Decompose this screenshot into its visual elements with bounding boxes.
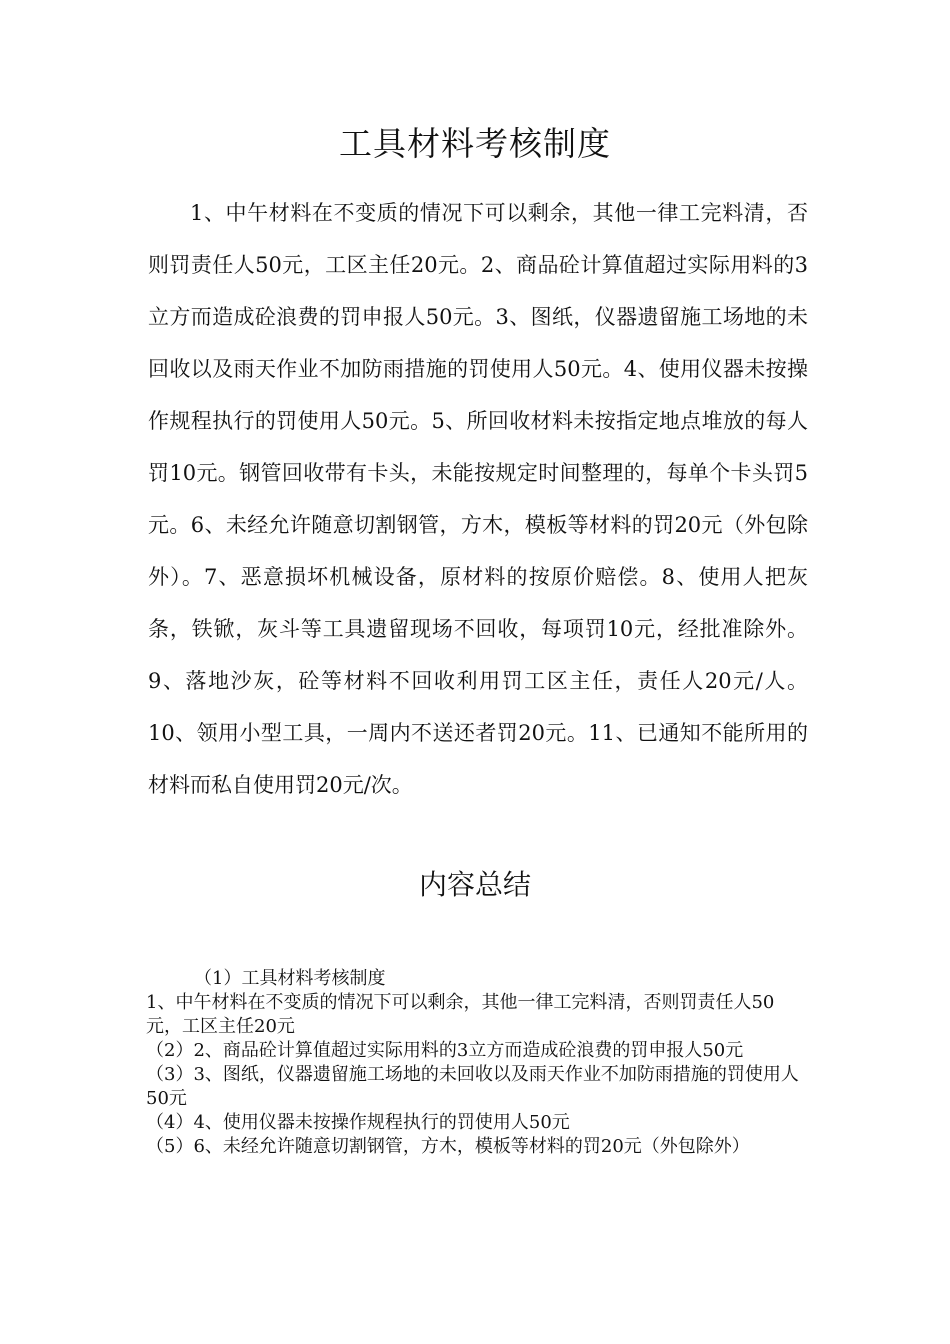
summary-line: （1）工具材料考核制度: [194, 968, 386, 989]
summary-title: 内容总结: [418, 868, 531, 901]
summary-line: （5）6、未经允许随意切割钢管，方木，模板等材料的罚20元（外包除外）: [146, 1136, 750, 1157]
summary-list: [146, 967, 808, 1159]
summary-line: （4）4、使用仪器未按操作规程执行的罚使用人50元: [146, 1112, 570, 1133]
summary-line: （2）2、商品砼计算值超过实际用料的3立方而造成砼浪费的罚申报人50元: [146, 1040, 744, 1061]
summary-line: （3）3、图纸，仪器遗留施工场地的未回收以及雨天作业不加防雨措施的罚使用人50元: [146, 1064, 799, 1109]
document-title: 工具材料考核制度: [339, 124, 611, 163]
summary-line: 1、中午材料在不变质的情况下可以剩余，其他一律工完料清，否则罚责任人50元，工区主任20元: [146, 992, 775, 1037]
document-body-paragraph: 1、中午材料在不变质的情况下可以剩余，其他一律工完料清，否则罚责任人50元，工区主任20元。2、商品砼计算值超过实际用料的3立方而造成砼浪费的罚申报人50元。3、图纸，仪器遗留施工场地的未回收以及雨天作业不加防雨措施的罚使用人50元。4、使用仪器未按操作规程执行的罚使用人50元。5、所回收材料未按指定地点堆放的每人罚10元。钢管回收带有卡头，未能按规定时间整理的，每单个卡头罚5元。6、未经允许随意切割钢管，方木，模板等材料的罚20元（外包除外）。7、恶意损坏机械设备，原材料的按原价赔偿。8、使用人把灰条，铁锨，灰斗等工具遗留现场不回收，每项罚10元，经批准除外。9、落地沙灰，砼等材料不回收利用罚工区主任，责任人20元/人。10、领用小型工具，一周内不送还者罚20元。11、已通知不能所用的材料而私自使用罚20元/次。: [148, 201, 808, 797]
